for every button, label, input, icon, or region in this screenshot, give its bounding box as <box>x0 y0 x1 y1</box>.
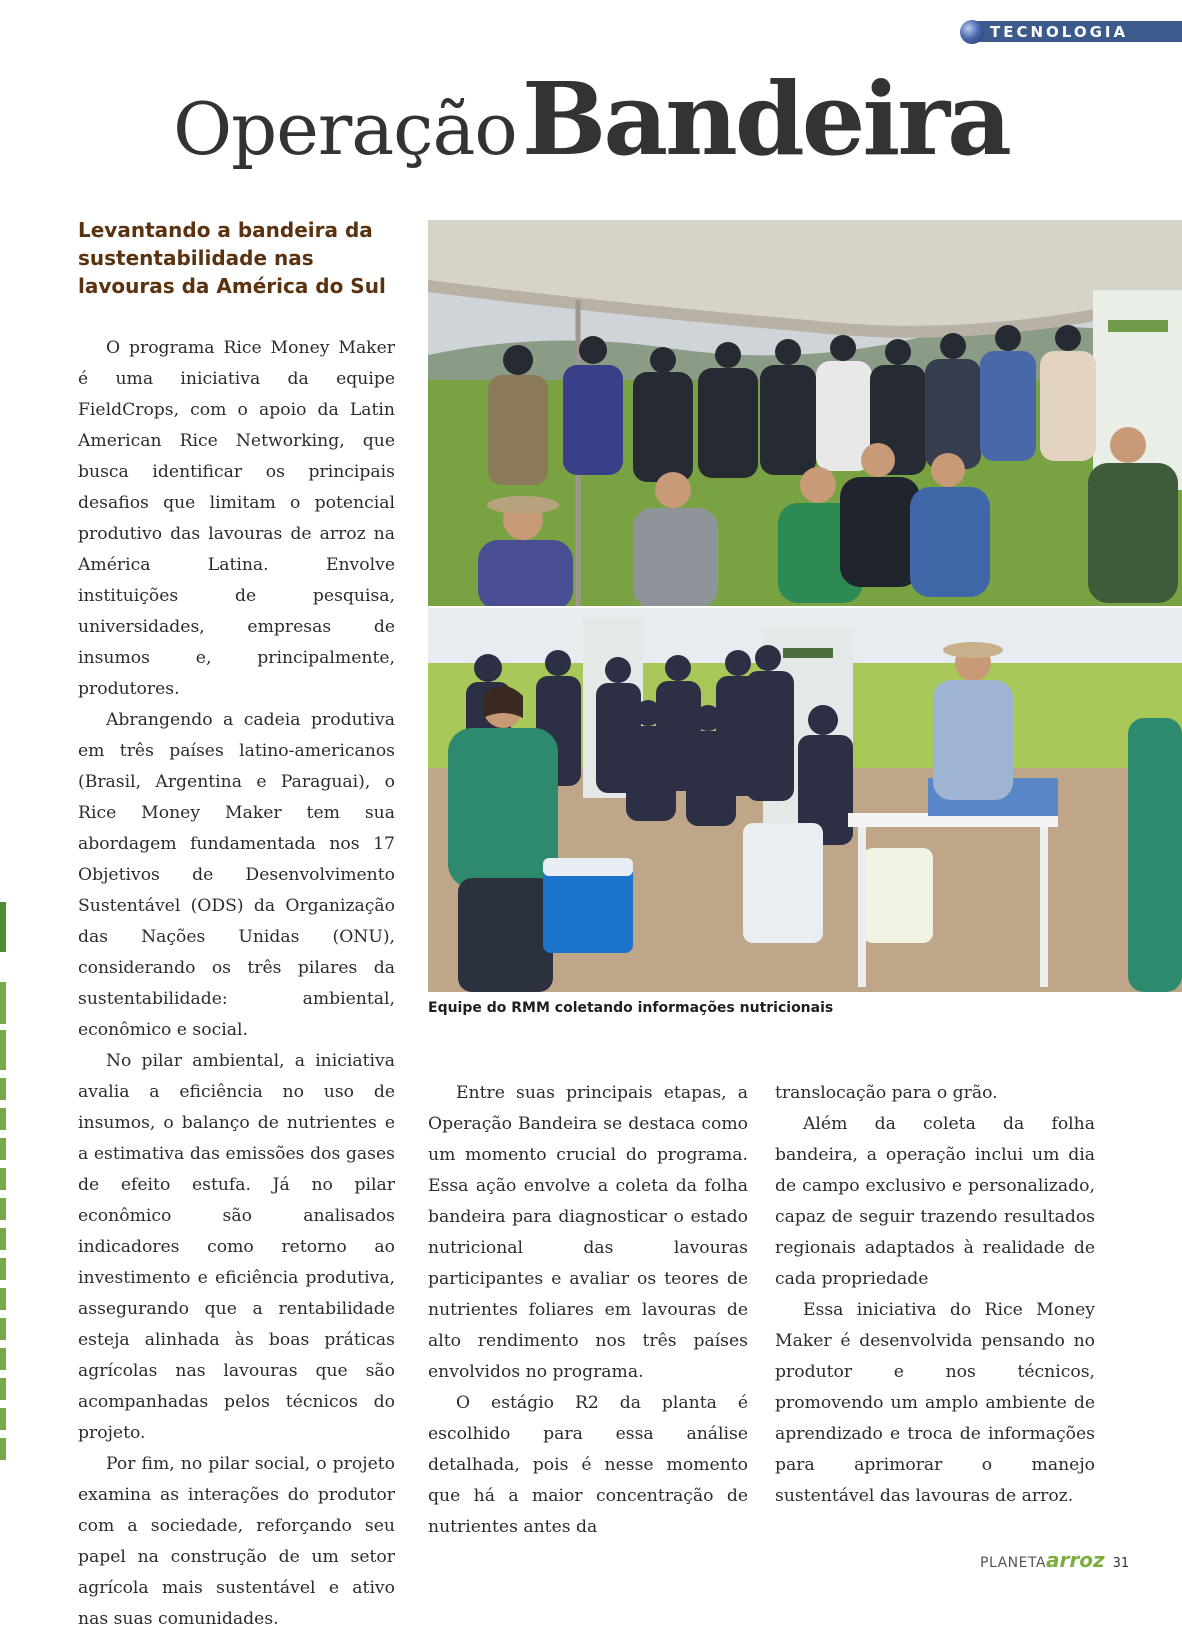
paragraph: Essa iniciativa do Rice Money Maker é desenvolvida pensando no produtor e nos técnicos, promovendo um amplo ambiente de aprendizado e troca de informações para aprimorar o manejo sustentável das lavouras de arroz. <box>775 1300 1095 1506</box>
margin-stripe <box>0 1408 6 1430</box>
margin-stripe <box>0 1198 6 1220</box>
paragraph: Além da coleta da folha bandeira, a operação inclui um dia de campo exclusivo e personalizado, capaz de seguir trazendo resultados regionais adaptados à realidade de cada propriedade <box>775 1114 1095 1289</box>
margin-stripe <box>0 1438 6 1460</box>
section-tag-bullet-icon <box>960 20 984 44</box>
text-column-2 <box>428 1078 748 1543</box>
paragraph: No pilar ambiental, a iniciativa avalia a eficiência no uso de insumos, o balanço de nutrientes e a estimativa das emissões dos gases de efeito estufa. Já no pilar econômico são analisados indicadores como retorno ao investimento e eficiência produtiva, assegurando que a rentabilidade esteja alinhada às boas práticas agrícolas nas lavouras que são acompanhadas pelos técnicos do projeto. <box>78 1051 395 1443</box>
brand-name-part2: arroz <box>1046 1548 1105 1572</box>
margin-stripe <box>0 902 6 952</box>
text-column-1 <box>78 333 395 1635</box>
margin-stripe <box>0 1030 6 1070</box>
margin-stripe <box>0 1168 6 1190</box>
margin-stripe <box>0 982 6 1024</box>
margin-stripe <box>0 1258 6 1280</box>
margin-stripe <box>0 1138 6 1160</box>
text-column-3 <box>775 1078 1095 1512</box>
margin-stripe <box>0 1288 6 1310</box>
paragraph: Por fim, no pilar social, o projeto examina as interações do produtor com a sociedade, reforçando seu papel na construção de um setor agrícola mais sustentável e ativo nas suas comunidades. <box>78 1454 395 1629</box>
title-part-bold: Bandeira <box>521 60 1009 178</box>
group-photo-tent <box>428 220 1182 606</box>
paragraph: Entre suas principais etapas, a Operação Bandeira se destaca como um momento crucial do programa. Essa ação envolve a coleta da folha bandeira para diagnosticar o estado nutricional das lavouras participantes e avaliar os teores de nutrientes foliares em lavouras de alto rendimento nos três países envolvidos no programa. <box>428 1083 748 1382</box>
field-day-photo <box>428 608 1182 992</box>
margin-stripe <box>0 1078 6 1100</box>
field-day-illustration <box>428 608 1182 992</box>
brand-name-part1: PLANETA <box>980 1555 1047 1571</box>
photo-caption: Equipe do RMM coletando informações nutricionais <box>428 1000 834 1016</box>
paragraph: O estágio R2 da planta é escolhido para essa análise detalhada, pois é nesse momento que há a maior concentração de nutrientes antes da <box>428 1393 748 1537</box>
page-title <box>0 60 1182 190</box>
page-number: 31 <box>1112 1556 1130 1571</box>
paragraph: translocação para o grão. <box>775 1083 998 1103</box>
title-part-light: Operação <box>173 87 517 171</box>
margin-stripe <box>0 1228 6 1250</box>
paragraph: O programa Rice Money Maker é uma iniciativa da equipe FieldCrops, com o apoio da Latin American Rice Networking, que busca identificar os principais desafios que limitam o potencial produtivo das lavouras de arroz na América Latina. Envolve instituições de pesquisa, universidades, empresas de insumos e, principalmente, produtores. <box>78 338 395 699</box>
paragraph: Abrangendo a cadeia produtiva em três países latino-americanos (Brasil, Argentina e Paraguai), o Rice Money Maker tem sua abordagem fundamentada nos 17 Objetivos de Desenvolvimento Sustentável (ODS) da Organização das Nações Unidas (ONU), considerando os três pilares da sustentabilidade: ambiental, econômico e social. <box>78 710 395 1040</box>
section-tag: TECNOLOGIA <box>990 23 1129 41</box>
page-footer <box>980 1548 1160 1572</box>
margin-stripe <box>0 1378 6 1400</box>
margin-stripe <box>0 1348 6 1370</box>
article-subtitle: Levantando a bandeira da sustentabilidade nas lavouras da América do Sul <box>78 218 386 298</box>
margin-stripe <box>0 1108 6 1130</box>
margin-stripe <box>0 1318 6 1340</box>
group-photo-illustration <box>428 220 1182 606</box>
